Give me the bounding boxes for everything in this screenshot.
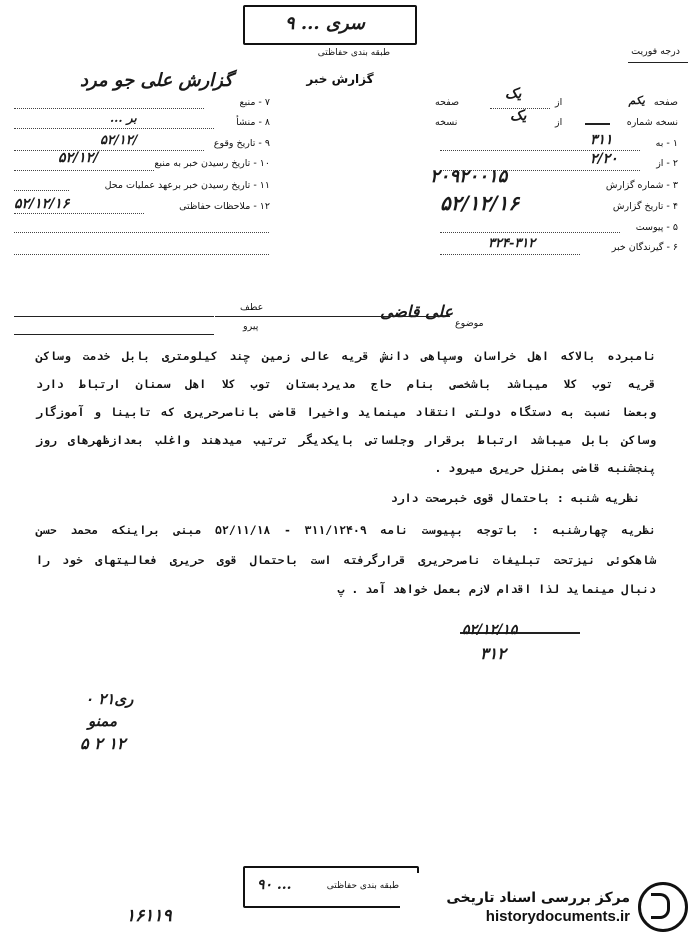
- field-arrival-date-value: ۵۲/۱۲/: [58, 150, 99, 166]
- brand-banner: [400, 873, 700, 941]
- margin-note-3: ۵ ۲ ۱۲: [80, 734, 126, 753]
- field-recipients-label: ۶ - گیرندگان خبر: [611, 242, 678, 253]
- field-origin-value: بر ...: [110, 111, 137, 125]
- field-report-number-value: ۲۰۹۲۰۰۱۵: [430, 166, 508, 187]
- atf-label: عطف: [240, 302, 264, 313]
- field-arrival-date-label: ۱۰ - تاریخ رسیدن خبر به منبع: [154, 158, 270, 169]
- opinion-wednesday-line-3: دنبال مینماید لذا اقدام لازم بعمل خواهد آمد . پ: [337, 582, 656, 596]
- margin-note-1: ۰ ۲۱ری: [85, 690, 134, 708]
- body-line-5: پنجشنبه قاضی بمنزل حریری میرود .: [434, 461, 656, 475]
- footer-classification-box: [243, 866, 419, 908]
- field-page-value: یکم: [628, 94, 645, 107]
- opinion-saturday: نظریه شنبه : باحتمال قوی خبرصحت دارد: [390, 491, 640, 505]
- field-from-label: ۲ - از: [656, 158, 678, 169]
- body-line-4: وساکن بابل میباشد ارتباط برقرار وجلساتی بایکدیگر ترتیب میدهند واغلب بعدازظهرهای روز: [36, 433, 656, 447]
- field-report-date-value: ۵۲/۱۲/۱۶: [440, 191, 520, 215]
- urgency-label: درجه فوریت: [631, 46, 680, 57]
- peyro-label: پیرو: [243, 321, 259, 332]
- form-title: گزارش خبر: [306, 72, 374, 86]
- field-attachment-label: ۵ - پیوست: [635, 222, 678, 233]
- brand-url: historydocuments.ir: [485, 907, 630, 925]
- body-line-1: نامبرده بالاکه اهل خراسان وسپاهی دانش قریه عالی زمین چند کیلومتری بابل خدمت وساکن: [36, 349, 656, 363]
- field-page-end: صفحه: [435, 97, 460, 108]
- field-to-label: ۱ - به: [655, 138, 678, 149]
- subject-value: علی قاضی: [380, 302, 454, 321]
- field-to-value: ۳۱۱: [590, 132, 613, 148]
- field-ops-date-label: ۱۱ - تاریخ رسیدن خبر برعهد عملیات محل: [104, 180, 270, 191]
- footer-classification-label: طبقه بندی حفاظتی: [326, 881, 399, 891]
- footer-classification-handwriting: ۹۰ ...: [257, 877, 292, 893]
- field-security-notes-value: ۵۲/۱۲/۱۶: [14, 196, 70, 212]
- field-origin-label: ۸ - منشأ: [236, 117, 270, 128]
- opinion-wednesday-line-1: نظریه چهارشنبه : باتوجه بپیوست نامه ۳۱۱/۱۲۴۰۹ - ۵۲/۱۱/۱۸ مبنی براینکه محمد حسن: [36, 523, 656, 537]
- top-classification-box: [243, 5, 417, 45]
- document-number: ۱۶۱۱۹: [126, 906, 172, 926]
- field-source-value: گزارش علی جو مرد: [80, 70, 233, 91]
- brand-title: مرکز بررسی اسناد تاریخی: [446, 889, 630, 906]
- field-source-label: ۷ - منبع: [239, 97, 270, 108]
- field-page-label: صفحه: [653, 97, 678, 108]
- field-page-of: از: [555, 97, 563, 108]
- field-copy-end: نسخه: [435, 117, 458, 128]
- opinion-wednesday-line-2: شاهکوئی نیزتحت تبلیغات ناصرحریری قرارگرفته است باحتمال قوی حریری فعالیتهای خود را: [36, 553, 656, 567]
- field-from-value: ۲/۲۰: [590, 151, 618, 167]
- signature-code: ۳۱۲: [480, 644, 506, 663]
- field-report-date-label: ۴ - تاریخ گزارش: [612, 201, 678, 212]
- field-recipients-value: ۳۲۴-۳۱۲: [488, 236, 536, 251]
- subject-label: موضوع: [455, 318, 484, 329]
- classification-label: طبقه بندی حفاظتی: [317, 48, 390, 58]
- field-security-notes-label: ۱۲ - ملاحظات حفاظتی: [179, 201, 270, 212]
- body-line-2: قریه توب کلا میباشد باشخصی بنام حاج مدیردبستان توب کلا اهل سمنان ارتباط دارد: [36, 377, 656, 391]
- field-page-of-value: یک: [505, 86, 522, 102]
- signature-stamp: [460, 622, 580, 672]
- urgency-line: [628, 62, 688, 63]
- body-line-3: وبعضا نسبت به دستگاه دولتی انتقاد مینماید واخیرا قاضی باناصرحریری که تابینا و آموزگار: [36, 405, 656, 419]
- field-copy-of-value: یک: [510, 108, 527, 124]
- field-report-number-label: ۳ - شماره گزارش: [605, 180, 678, 191]
- field-occurrence-date-value: ۵۲/۱۲/: [100, 133, 138, 148]
- field-copy-label: نسخه شماره: [626, 117, 678, 128]
- field-occurrence-date-label: ۹ - تاریخ وقوع: [213, 138, 270, 149]
- margin-note-2: ممنو: [88, 712, 117, 730]
- top-classification-handwriting: سری ... ۹: [284, 13, 365, 34]
- signature-date: ۵۲/۱۲/۱۵: [462, 622, 518, 638]
- brand-logo-icon: [638, 882, 688, 932]
- field-copy-of: از: [555, 117, 563, 128]
